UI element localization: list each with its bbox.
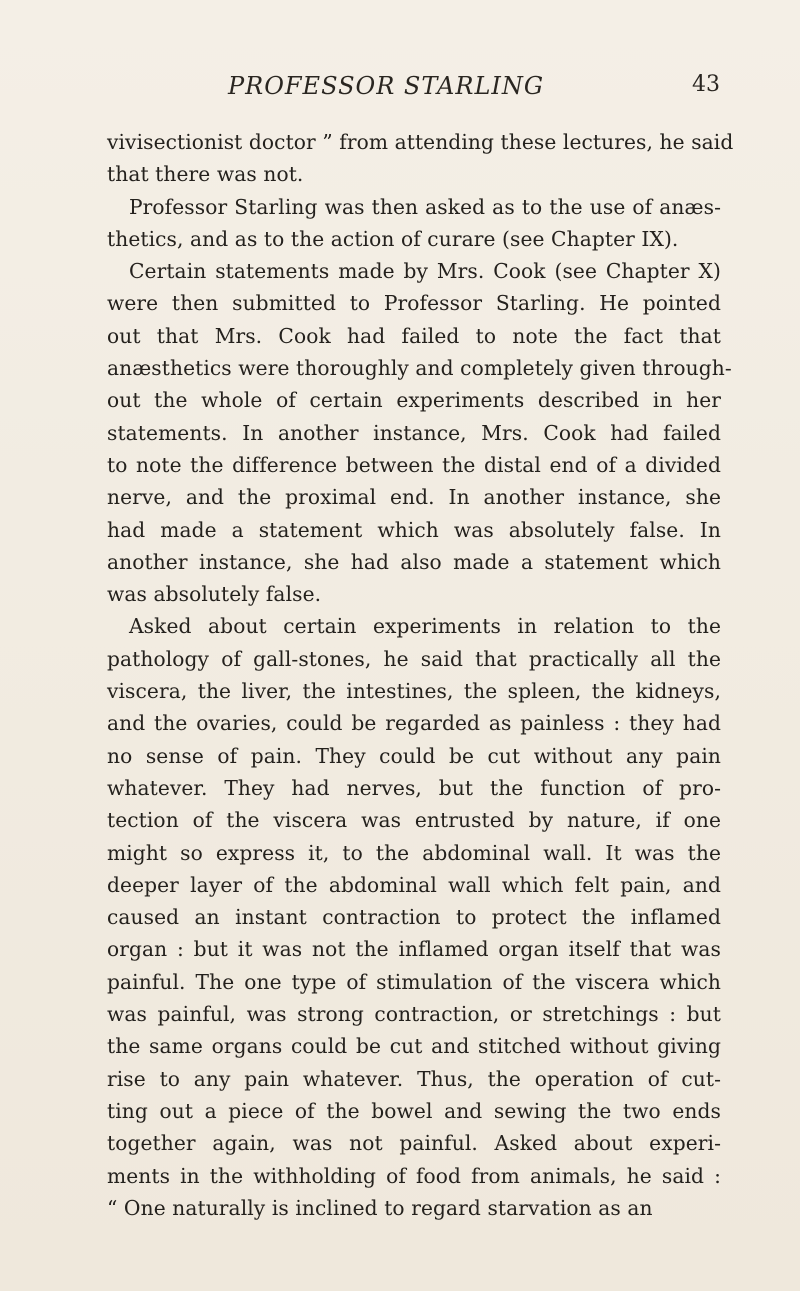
text-line-12: nerve, and the proximal end. In another instance, she xyxy=(107,485,721,510)
running-head: PROFESSOR STARLING xyxy=(228,72,545,100)
text-line-23: might so express it, to the abdominal wall. It was the xyxy=(107,840,721,865)
text-line-15: was absolutely false. xyxy=(107,582,322,607)
text-line-28: was painful, was strong contraction, or stretchings : but xyxy=(107,1002,721,1027)
text-line-4: thetics, and as to the action of curare (see Chapter IX). xyxy=(107,226,679,251)
text-line-17: pathology of gall-stones, he said that practically all the xyxy=(107,646,721,671)
text-line-27: painful. The one type of stimulation of the viscera which xyxy=(107,969,721,994)
text-line-20: no sense of pain. They could be cut without any pain xyxy=(107,743,721,768)
text-line-34: “ One naturally is inclined to regard starvation as an xyxy=(107,1195,653,1220)
text-line-9: out the whole of certain experiments described in her xyxy=(107,388,721,413)
text-line-29: the same organs could be cut and stitched without giving xyxy=(107,1034,721,1059)
text-line-10: statements. In another instance, Mrs. Cook had failed xyxy=(107,420,721,445)
text-line-6: were then submitted to Professor Starling. He pointed xyxy=(107,291,721,316)
text-line-11: to note the difference between the distal end of a divided xyxy=(107,452,721,477)
text-line-21: whatever. They had nerves, but the function of pro- xyxy=(107,775,721,800)
text-line-1: vivisectionist doctor ” from attending these lectures, he said xyxy=(107,130,734,154)
text-line-3: Professor Starling was then asked as to the use of anæs- xyxy=(129,194,721,219)
text-line-19: and the ovaries, could be regarded as painless : they had xyxy=(107,711,721,736)
text-line-33: ments in the withholding of food from animals, he said : xyxy=(107,1163,721,1188)
text-line-31: ting out a piece of the bowel and sewing the two ends xyxy=(107,1098,721,1123)
text-line-16: Asked about certain experiments in relation to the xyxy=(129,614,721,639)
text-line-25: caused an instant contraction to protect the inflamed xyxy=(107,905,721,930)
text-line-8: anæsthetics were thoroughly and completely given through- xyxy=(107,356,732,381)
body-text xyxy=(107,126,734,1224)
text-line-22: tection of the viscera was entrusted by nature, if one xyxy=(107,808,721,833)
text-line-13: had made a statement which was absolutely false. In xyxy=(107,517,721,542)
page-header xyxy=(110,72,720,106)
text-line-32: together again, was not painful. Asked about experi- xyxy=(107,1131,721,1156)
text-line-30: rise to any pain whatever. Thus, the operation of cut- xyxy=(107,1066,721,1091)
text-line-18: viscera, the liver, the intestines, the spleen, the kidneys, xyxy=(107,679,721,704)
text-line-24: deeper layer of the abdominal wall which felt pain, and xyxy=(107,872,721,897)
text-line-5: Certain statements made by Mrs. Cook (see Chapter X) xyxy=(129,259,721,284)
text-line-14: another instance, she had also made a statement which xyxy=(107,549,721,574)
page-number: 43 xyxy=(692,72,720,97)
text-line-26: organ : but it was not the inflamed organ itself that was xyxy=(107,937,721,962)
text-line-7: out that Mrs. Cook had failed to note the fact that xyxy=(107,323,721,348)
text-line-2: that there was not. xyxy=(107,162,304,187)
